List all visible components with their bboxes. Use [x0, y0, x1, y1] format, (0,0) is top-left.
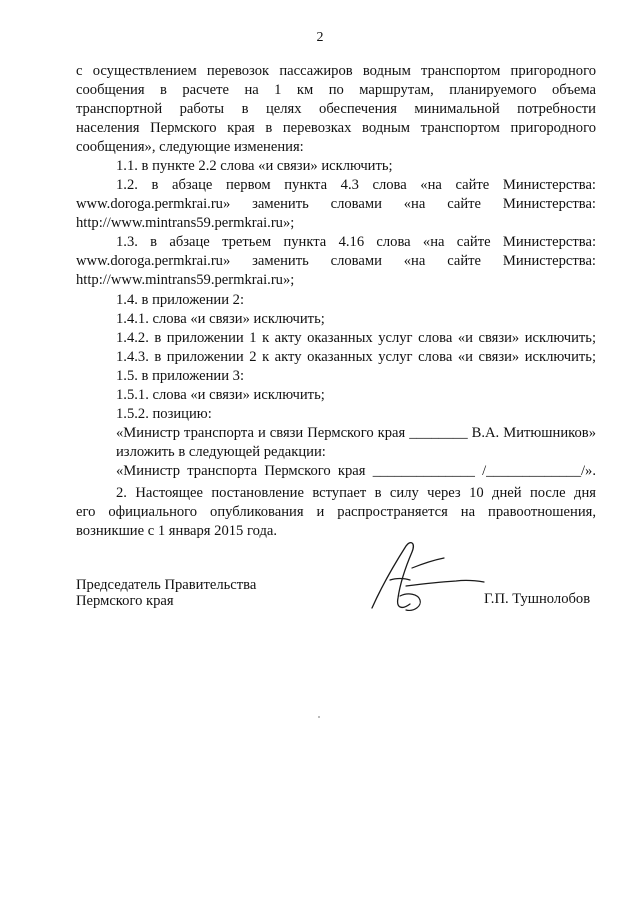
body-line: сообщения в расчете на 1 км по маршрутам, планируемого объема	[76, 82, 596, 98]
body-line: 1.4.2. в приложении 1 к акту оказанных услуг слова «и связи» исключить;	[116, 330, 596, 346]
body-line: 1.3. в абзаце третьем пункта 4.16 слова «на сайте Министерства:	[116, 234, 596, 250]
signatory-name: Г.П. Тушнолобов	[484, 591, 591, 607]
body-line: 1.4. в приложении 2:	[116, 292, 245, 308]
body-line: с осуществлением перевозок пассажиров водным транспортом пригородного	[76, 63, 596, 79]
body-line: 1.5.1. слова «и связи» исключить;	[116, 387, 325, 403]
body-line: 1.4.1. слова «и связи» исключить;	[116, 311, 325, 327]
body-line: населения Пермского края в перевозках водным транспортом пригородного	[76, 120, 596, 136]
body-line: http://www.mintrans59.permkrai.ru»;	[76, 272, 295, 288]
signatory-title-line1: Председатель Правительства	[76, 577, 257, 593]
body-line: возникшие с 1 января 2015 года.	[76, 523, 278, 539]
scan-speck	[318, 716, 320, 718]
body-line: 1.4.3. в приложении 2 к акту оказанных услуг слова «и связи» исключить;	[116, 349, 596, 365]
signatory-title-line2: Пермского края	[76, 593, 174, 609]
body-line: 1.5.2. позицию:	[116, 406, 212, 422]
body-line: его официального опубликования и распространяется на правоотношения,	[76, 504, 596, 520]
body-line: www.doroga.permkrai.ru» заменить словами «на сайте Министерства:	[76, 196, 596, 212]
body-line: http://www.mintrans59.permkrai.ru»;	[76, 215, 295, 231]
body-line: 1.2. в абзаце первом пункта 4.3 слова «на сайте Министерства:	[116, 177, 596, 193]
body-line: сообщения», следующие изменения:	[76, 139, 304, 155]
body-line: 1.1. в пункте 2.2 слова «и связи» исключить;	[116, 158, 393, 174]
body-line: 1.5. в приложении 3:	[116, 368, 245, 384]
body-line: изложить в следующей редакции:	[116, 444, 326, 460]
body-line: «Министр транспорта и связи Пермского края ________ В.А. Митюшников»	[116, 425, 596, 441]
body-line: 2. Настоящее постановление вступает в силу через 10 дней после дня	[116, 485, 596, 501]
page-number: 2	[316, 30, 324, 45]
body-line: www.doroga.permkrai.ru» заменить словами «на сайте Министерства:	[76, 253, 596, 269]
handwritten-signature	[360, 538, 490, 618]
body-line: транспортной работы в целях обеспечения минимальной потребности	[76, 101, 596, 117]
body-line: «Министр транспорта Пермского края ______________ /_____________/».	[116, 463, 596, 479]
